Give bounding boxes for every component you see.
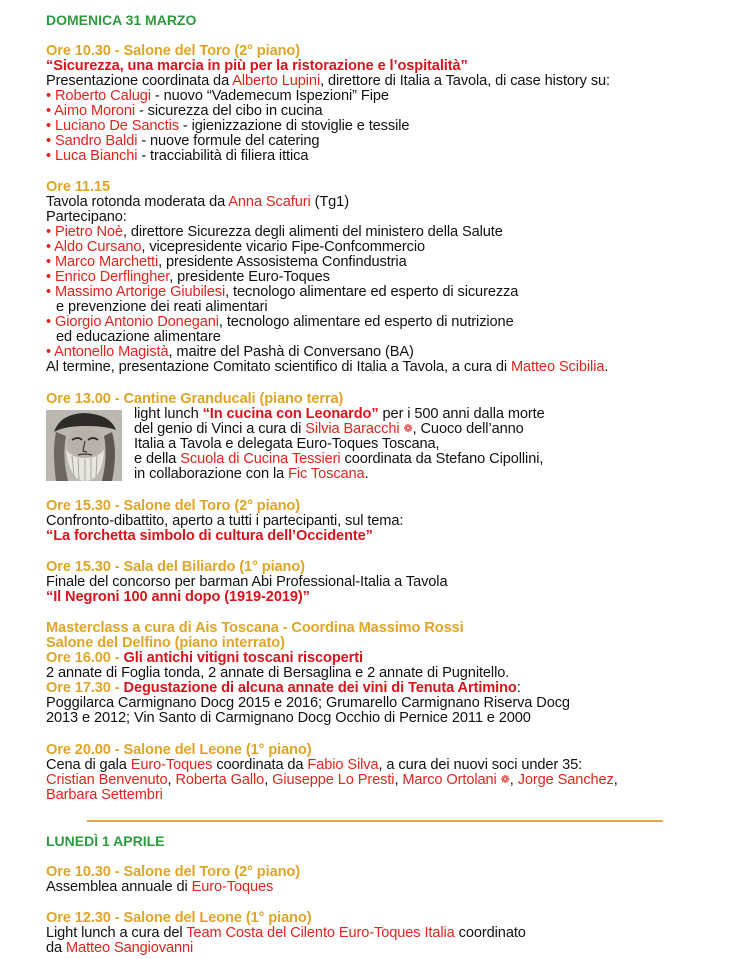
text: Light lunch a cura del: [46, 925, 187, 941]
bullet-icon: •: [46, 284, 52, 300]
event-time: Ore 10.30 - Salone del Toro (2° piano): [46, 864, 300, 880]
item-text: - igienizzazione di stoviglie e tessile: [178, 118, 410, 134]
person-name: Giuseppe Lo Presti: [272, 772, 395, 788]
day-heading: DOMENICA 31 MARZO: [46, 12, 197, 28]
bullet-icon: •: [46, 148, 52, 164]
person-name: Marco Marchetti: [54, 254, 159, 270]
person-name: Luca Bianchi: [54, 148, 138, 164]
names-list: [46, 773, 618, 788]
person-name: Giorgio Antonio Donegani: [54, 314, 219, 330]
person-name: Fabio Silva: [307, 757, 379, 773]
event-description: Italia a Tavola e delegata Euro-Toques Toscana,: [134, 436, 440, 452]
event-time: Ore 15.30 - Salone del Toro (2° piano): [46, 498, 300, 514]
bullet-icon: •: [46, 314, 52, 330]
item-text: - nuovo “Vademecum Ispezioni” Fipe: [150, 88, 389, 104]
session-description: Poggilarca Carmignano Docg 2015 e 2016; Grumarello Carmignano Riserva Docg: [46, 695, 570, 711]
portrait-illustration: [46, 410, 122, 481]
masterclass-location: Salone del Delfino (piano interrato): [46, 635, 285, 651]
bullet-icon: •: [46, 133, 52, 149]
person-name: Matteo Scibilia: [510, 359, 605, 375]
session-time: Ore 16.00 -: [46, 650, 124, 666]
star-award-icon: ❁: [500, 774, 510, 786]
item-text: , tecnologo alimentare ed esperto di nutrizione: [218, 314, 514, 330]
day-divider: [87, 820, 663, 822]
masterclass-heading: Masterclass a cura di Ais Toscana - Coordina Massimo Rossi: [46, 620, 464, 636]
list-item: [46, 104, 323, 119]
text: coordinata da: [212, 757, 308, 773]
bullet-icon: •: [46, 88, 52, 104]
person-name: Jorge Sanchez: [517, 772, 614, 788]
person-name: Cristian Benvenuto: [46, 772, 168, 788]
star-award-icon: ❁: [403, 423, 413, 435]
person-name: Massimo Artorige Giubilesi: [54, 284, 226, 300]
person-name: Barbara Settembri: [46, 787, 163, 803]
text: :: [516, 680, 521, 696]
text: .: [364, 466, 369, 482]
session-title: Degustazione di alcuna annate dei vini di Tenuta Artimino: [123, 680, 517, 696]
session-title: Gli antichi vitigni toscani riscoperti: [123, 650, 363, 666]
leonardo-portrait-image: [46, 410, 122, 481]
person-name: Aimo Moroni: [54, 103, 135, 119]
person-name: Anna Scafuri: [228, 194, 311, 210]
item-text: , presidente Assosistema Confindustria: [158, 254, 407, 270]
list-item: [46, 270, 330, 285]
event-title: “Il Negroni 100 anni dopo (1919-2019)”: [46, 589, 310, 605]
text: Tavola rotonda moderata da: [46, 194, 229, 210]
list-item: [46, 134, 319, 149]
organization-name: Euro-Toques: [130, 757, 213, 773]
separator: ,: [394, 772, 403, 788]
event-description: Confronto-dibattito, aperto a tutti i partecipanti, sul tema:: [46, 513, 404, 529]
text: .: [604, 359, 609, 375]
text: del genio di Vinci a cura di: [134, 421, 306, 437]
event-title: “La forchetta simbolo di cultura dell’Occidente”: [46, 528, 373, 544]
organization-name: Scuola di Cucina Tessieri: [180, 451, 341, 467]
event-description: [46, 758, 582, 773]
list-item: [46, 345, 414, 360]
list-item: [46, 89, 389, 104]
event-description: [134, 422, 524, 437]
person-name: Alberto Lupini: [232, 73, 321, 89]
event-description: Finale del concorso per barman Abi Professional-Italia a Tavola: [46, 574, 448, 590]
person-name: Roberto Calugi: [54, 88, 151, 104]
person-name: Enrico Derflingher: [54, 269, 170, 285]
text: Cena di gala: [46, 757, 131, 773]
text: (Tg1): [310, 194, 349, 210]
event-time: Ore 20.00 - Salone del Leone (1° piano): [46, 742, 312, 758]
event-time: Ore 10.30 - Salone del Toro (2° piano): [46, 43, 300, 59]
session-description: 2 annate di Foglia tonda, 2 annate di Bersaglina e 2 annate di Pugnitello.: [46, 665, 510, 681]
item-text: , direttore Sicurezza degli alimenti del ministero della Salute: [122, 224, 503, 240]
bullet-icon: •: [46, 239, 52, 255]
person-name: Matteo Sangiovanni: [66, 940, 194, 956]
bullet-icon: •: [46, 118, 52, 134]
event-description: [46, 880, 273, 895]
list-item: [46, 149, 308, 164]
separator: ,: [613, 772, 618, 788]
event-title: “Sicurezza, una marcia in più per la ristorazione e l’ospitalità”: [46, 58, 468, 74]
person-name: Luciano De Sanctis: [54, 118, 179, 134]
event-time: Ore 12.30 - Salone del Leone (1° piano): [46, 910, 312, 926]
person-name: Sandro Baldi: [54, 133, 138, 149]
event-time: Ore 11.15: [46, 179, 111, 195]
session-line: [46, 651, 363, 666]
bullet-icon: •: [46, 269, 52, 285]
text: e della: [134, 451, 181, 467]
person-name: Antonello Magistà: [54, 344, 169, 360]
event-description: [46, 926, 526, 941]
day-heading: LUNEDÌ 1 APRILE: [46, 833, 165, 849]
event-description: [46, 360, 608, 375]
event-time: Ore 15.30 - Sala del Biliardo (1° piano): [46, 559, 305, 575]
person-name: Roberta Gallo: [175, 772, 265, 788]
names-list: [46, 788, 163, 803]
event-description: [46, 941, 193, 956]
organization-name: Team Costa del Cilento Euro-Toques Italia: [186, 925, 455, 941]
person-name: Silvia Baracchi: [305, 421, 400, 437]
text: in collaborazione con la: [134, 466, 289, 482]
event-description: [134, 467, 369, 482]
bullet-icon: •: [46, 224, 52, 240]
list-item: [46, 119, 409, 134]
event-description: Partecipano:: [46, 209, 127, 225]
session-description: 2013 e 2012; Vin Santo di Carmignano Docg Occhio di Pernice 2011 e 2000: [46, 710, 531, 726]
organization-name: Fic Toscana: [288, 466, 365, 482]
event-time: Ore 13.00 - Cantine Granducali (piano terra): [46, 391, 344, 407]
event-title: “In cucina con Leonardo”: [202, 406, 379, 422]
separator: ,: [264, 772, 273, 788]
person-name: Pietro Noè: [54, 224, 123, 240]
event-description: [134, 452, 543, 467]
item-text: - sicurezza del cibo in cucina: [134, 103, 323, 119]
event-description: [134, 407, 545, 422]
organization-name: Euro-Toques: [191, 879, 274, 895]
text: Presentazione coordinata da: [46, 73, 233, 89]
list-item-continuation: e prevenzione dei reati alimentari: [56, 299, 268, 315]
item-text: - nuove formule del catering: [137, 133, 320, 149]
list-item: [46, 240, 425, 255]
list-item: [46, 255, 407, 270]
bullet-icon: •: [46, 254, 52, 270]
item-text: , tecnologo alimentare ed esperto di sicurezza: [225, 284, 519, 300]
text: Assemblea annuale di: [46, 879, 192, 895]
session-time: Ore 17.30 -: [46, 680, 124, 696]
person-name: Aldo Cursano: [54, 239, 142, 255]
separator: ,: [167, 772, 176, 788]
text: light lunch: [134, 406, 203, 422]
event-description: [46, 74, 610, 89]
text: da: [46, 940, 66, 956]
text: coordinato: [454, 925, 526, 941]
text: per i 500 anni dalla morte: [378, 406, 545, 422]
person-name: Marco Ortolani: [402, 772, 497, 788]
event-description: [46, 195, 349, 210]
item-text: - tracciabilità di filiera ittica: [137, 148, 309, 164]
list-item: [46, 315, 514, 330]
text: , direttore di Italia a Tavola, di case history su:: [320, 73, 611, 89]
item-text: , maitre del Pashà di Conversano (BA): [168, 344, 414, 360]
text: , Cuoco dell’anno: [412, 421, 524, 437]
text: coordinata da Stefano Cipollini,: [340, 451, 544, 467]
text: , a cura dei nuovi soci under 35:: [378, 757, 583, 773]
session-line: [46, 681, 521, 696]
list-item-continuation: ed educazione alimentare: [56, 329, 221, 345]
bullet-icon: •: [46, 103, 52, 119]
item-text: , vicepresidente vicario Fipe-Confcommercio: [141, 239, 426, 255]
bullet-icon: •: [46, 344, 52, 360]
separator: ,: [509, 772, 518, 788]
list-item: [46, 225, 503, 240]
text: Al termine, presentazione Comitato scientifico di Italia a Tavola, a cura di: [46, 359, 511, 375]
list-item: [46, 285, 518, 300]
item-text: , presidente Euro-Toques: [169, 269, 330, 285]
